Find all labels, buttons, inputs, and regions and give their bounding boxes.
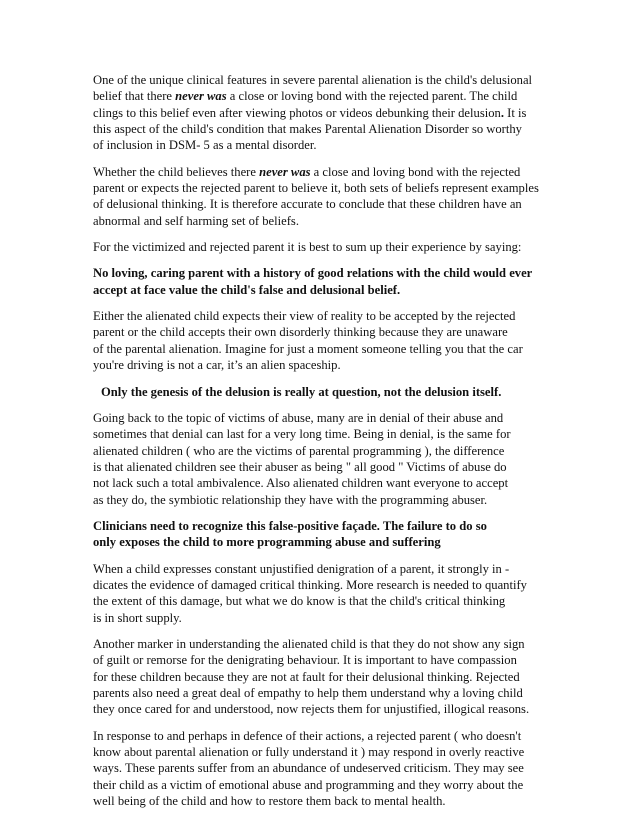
paragraph-bold-statement — [93, 265, 545, 298]
text-line — [93, 426, 545, 442]
text-line — [93, 669, 545, 685]
text-run: they once cared for and understood, now rejects them for unjustified, illogical reasons. — [93, 702, 530, 717]
text-line — [93, 410, 545, 426]
emphasis-text: never was — [175, 89, 227, 104]
paragraph-denigration — [93, 561, 545, 626]
paragraph-sum-up — [93, 239, 545, 255]
text-line — [93, 561, 545, 577]
text-run: parents also need a great deal of empathy to help them understand why a loving child — [93, 686, 523, 700]
text-line — [93, 239, 545, 255]
text-run: Whether the child believes there — [93, 164, 260, 179]
text-line — [93, 652, 545, 668]
text-run: a close or loving bond with the rejected parent. The child — [226, 89, 518, 104]
text-line — [93, 213, 545, 229]
text-run: of delusional thinking. It is therefore accurate to conclude that these children have an — [93, 197, 522, 212]
text-run: you're driving is not a car, it’s an alien spaceship. — [93, 358, 341, 373]
text-line — [93, 137, 545, 153]
paragraph-view-of-reality — [93, 308, 545, 373]
text-line — [93, 793, 545, 809]
text-run: only exposes the child to more programming abuse and suffering — [93, 535, 441, 550]
text-line — [93, 324, 545, 340]
text-line — [93, 534, 545, 550]
emphasis-text: never was — [259, 164, 311, 179]
text-run: the extent of this damage, but what we do know is that the child's critical thinking — [93, 594, 506, 609]
text-run: Another marker in understanding the alienated child is that they do not show any sign — [93, 636, 525, 651]
text-run: well being of the child and how to restore them back to mental health. — [93, 794, 446, 809]
text-run: Going back to the topic of victims of abuse, many are in denial of their abuse and — [93, 410, 504, 425]
text-run: abnormal and self harming set of beliefs. — [93, 213, 299, 228]
text-line — [93, 636, 545, 652]
text-run: of inclusion in DSM- 5 as a mental disorder. — [93, 138, 317, 153]
text-run: belief that there — [93, 89, 176, 104]
text-run: No loving, caring parent with a history of good relations with the child would ever — [93, 266, 533, 281]
text-line — [93, 685, 545, 701]
paragraph-another-marker — [93, 636, 545, 718]
text-run: as they do, the symbiotic relationship they have with the programming abuser. — [93, 492, 488, 507]
text-run: parent or the child accepts their own disorderly thinking because they are unaware — [93, 325, 508, 340]
paragraph-delusional-thinking — [93, 164, 545, 229]
text-run: Clinicians need to recognize this false-positive façade. The failure to do so — [93, 518, 487, 533]
paragraph-delusional-belief — [93, 72, 545, 154]
text-run: One of the unique clinical features in severe parental alienation is the child's delusional — [93, 73, 533, 87]
document-page — [93, 72, 545, 819]
text-run: of guilt or remorse for the denigrating behaviour. It is important to have compassion — [93, 653, 517, 668]
text-run: this aspect of the child's condition that makes Parental Alienation Disorder so worthy — [93, 122, 522, 137]
text-line — [93, 357, 545, 373]
text-run: not lack such a total ambivalence. Also alienated children want everyone to accept — [93, 476, 509, 491]
text-run: a close and loving bond with the rejected — [310, 164, 521, 179]
text-line — [93, 341, 545, 357]
text-line — [93, 180, 545, 196]
text-line — [93, 121, 545, 137]
text-run: When a child expresses constant unjustified denigration of a parent, it strongly in - — [93, 561, 510, 576]
text-run: Either the alienated child expects their view of reality to be accepted by the rejected — [93, 309, 516, 324]
text-line — [93, 282, 545, 298]
text-line — [93, 105, 545, 121]
text-run: their child as a victim of emotional abuse and programming and they worry about the — [93, 777, 524, 792]
text-run: accept at face value the child's false and delusional belief. — [93, 282, 401, 297]
text-run: is that alienated children see their abuser as being " all good " Victims of abuse do — [93, 459, 507, 474]
text-run: clings to this belief even after viewing photos or videos debunking their delusion — [93, 105, 501, 120]
paragraph-rejected-parent-response — [93, 728, 545, 810]
text-run: It is — [503, 105, 527, 120]
paragraph-victims-of-abuse — [93, 410, 545, 508]
text-line — [93, 728, 545, 744]
text-line — [93, 610, 545, 626]
text-run: Only the genesis of the delusion is really at question, not the delusion itself. — [101, 384, 502, 399]
text-run: ways. These parents suffer from an abundance of undeserved criticism. They may see — [93, 761, 524, 776]
text-run: is in short supply. — [93, 610, 182, 625]
text-line — [93, 475, 545, 491]
text-line — [93, 72, 545, 88]
text-line — [93, 443, 545, 459]
text-line — [93, 701, 545, 717]
text-run: sometimes that denial can last for a very long time. Being in denial, is the same for — [93, 427, 511, 442]
text-line — [93, 777, 545, 793]
text-line — [101, 384, 545, 400]
text-line — [93, 492, 545, 508]
text-line — [93, 164, 545, 180]
text-run: dicates the evidence of damaged critical thinking. More research is needed to quantify — [93, 577, 527, 592]
text-run: of the parental alienation. Imagine for just a moment someone telling you that the car — [93, 341, 523, 356]
text-run: In response to and perhaps in defence of their actions, a rejected parent ( who doesn't — [93, 728, 522, 743]
text-line — [93, 760, 545, 776]
text-line — [93, 196, 545, 212]
text-run: For the victimized and rejected parent it is best to sum up their experience by saying: — [93, 240, 522, 255]
text-line — [93, 265, 545, 281]
paragraph-clinicians-heading — [93, 518, 545, 551]
text-line — [93, 308, 545, 324]
text-line — [93, 744, 545, 760]
text-line — [93, 577, 545, 593]
text-run: know about parental alienation or fully understand it ) may respond in overly reactive — [93, 745, 525, 760]
text-run: parent or expects the rejected parent to believe it, both sets of beliefs represent examples — [93, 181, 539, 196]
text-line — [93, 459, 545, 475]
text-line — [93, 518, 545, 534]
text-run: alienated children ( who are the victims of parental programming ), the difference — [93, 443, 505, 458]
paragraph-genesis-heading — [93, 384, 545, 400]
text-line — [93, 88, 545, 104]
text-run: for these children because they are not at fault for their delusional thinking. Rejected — [93, 669, 520, 684]
bold-text: . — [500, 105, 504, 120]
text-line — [93, 593, 545, 609]
